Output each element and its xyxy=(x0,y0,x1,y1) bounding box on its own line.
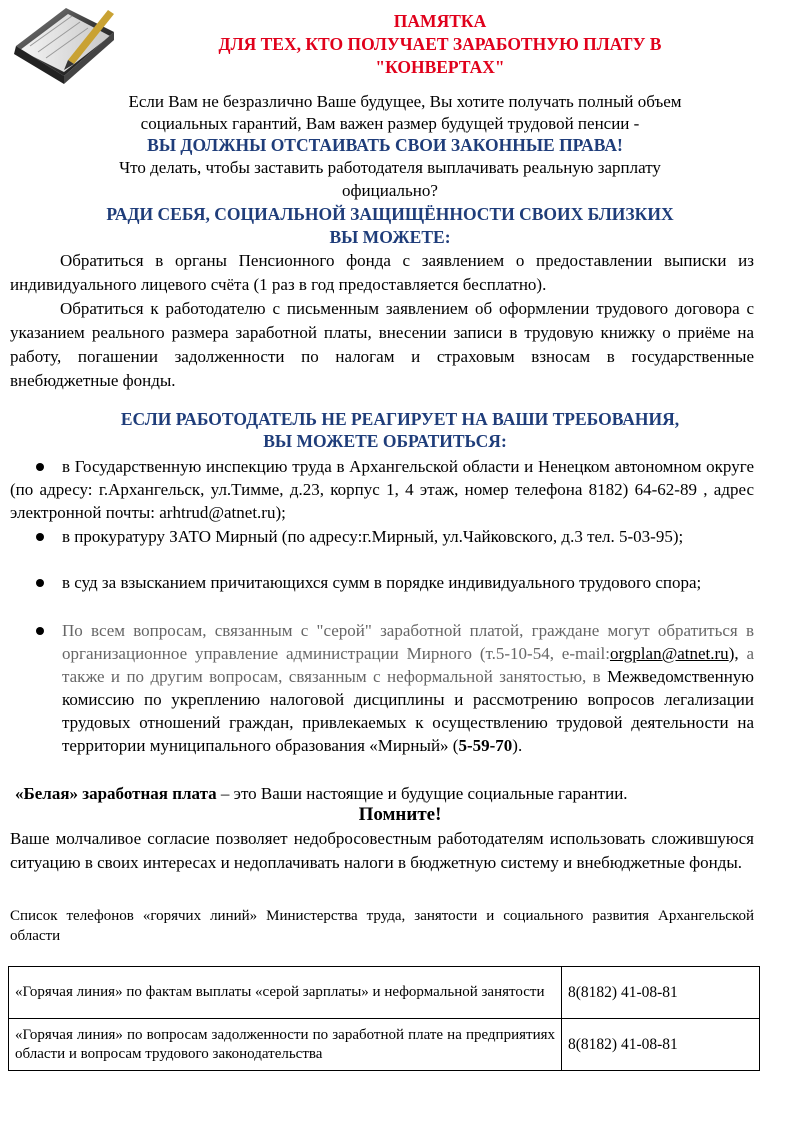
commission-text-gray-2: а также и по другим вопросам, связанным с неформальной занятостью, в xyxy=(62,644,754,686)
hotline-phone: 8(8182) 41-08-81 xyxy=(562,1019,760,1071)
section-heading-1-line-2: ВЫ МОЖЕТЕ: xyxy=(329,227,451,247)
commission-text-gray: По всем вопросам, связанным с "серой" заработной платой, граждане могут обратиться в организационное управление администрации Мирного (т.5-10-54, e-mail: xyxy=(62,621,754,663)
bullet-labor-inspection: в Государственную инспекцию труда в Архангельской области и Ненецком автономном округе (по адресу: г.Архангельск, ул.Тимме, д.23, корпус 1, 4 этаж, номер телефона 8182) 64-62-89 , адрес электронной почты: arhtrud@atnet.ru); xyxy=(10,457,754,522)
bullet-icon xyxy=(36,627,44,635)
bullet-prosecutor: в прокуратуру ЗАТО Мирный (по адресу:г.Мирный, ул.Чайковского, д.3 тел. 5-03-95); xyxy=(62,527,684,546)
question-line-2: официально? xyxy=(342,181,438,200)
intro-line-1: Если Вам не безразлично Ваше будущее, Вы хотите получать полный объем xyxy=(128,92,682,111)
remember-heading: Помните! xyxy=(358,804,442,825)
document-title-line-3: "КОНВЕРТАХ" xyxy=(375,57,505,77)
intro-line-2: социальных гарантий, Вам важен размер будущей трудовой пенсии - xyxy=(140,114,640,133)
hotline-label: «Горячая линия» по вопросам задолженности по заработной плате на предприятиях области и вопросам трудового законодательства xyxy=(9,1019,562,1071)
document-title-line-2: ДЛЯ ТЕХ, КТО ПОЛУЧАЕТ ЗАРАБОТНУЮ ПЛАТУ В xyxy=(218,34,662,54)
section-heading-2-line-2: ВЫ МОЖЕТЕ ОБРАТИТЬСЯ: xyxy=(263,431,507,451)
paragraph-employer xyxy=(10,297,754,393)
table-row xyxy=(9,967,760,1019)
commission-text-close: ), xyxy=(728,644,739,663)
commission-text-end: ). xyxy=(512,736,523,755)
hotline-label: «Горячая линия» по фактам выплаты «серой зарплаты» и неформальной занятости xyxy=(9,967,562,1019)
section-heading-1: РАДИ СЕБЯ, СОЦИАЛЬНОЙ ЗАЩИЩЁННОСТИ СВОИХ БЛИЗКИХ xyxy=(106,204,674,224)
commission-phone: 5-59-70 xyxy=(458,736,513,755)
bullet-court: в суд за взысканием причитающихся сумм в порядке индивидуального трудового спора; xyxy=(62,573,702,592)
paragraph-pension-fund xyxy=(10,249,754,297)
table-row xyxy=(9,1019,760,1071)
white-salary-text: – это Ваши настоящие и будущие социальные гарантии. xyxy=(216,784,628,803)
document-title: ПАМЯТКА xyxy=(393,11,487,31)
hotline-phone: 8(8182) 41-08-81 xyxy=(562,967,760,1019)
white-salary-line xyxy=(15,782,755,805)
question-line-1: Что делать, чтобы заставить работодателя выплачивать реальную зарплату xyxy=(119,158,661,177)
rights-heading: ВЫ ДОЛЖНЫ ОТСТАИВАТЬ СВОИ ЗАКОННЫЕ ПРАВА! xyxy=(147,135,623,155)
hotlines-table xyxy=(8,966,760,1071)
bullet-commission xyxy=(62,619,754,757)
paragraph-employer-text: Обратиться к работодателю с письменным заявлением об оформлении трудового договора с указанием реального размера заработной платы, внесении записи в трудовую книжку о приёме на работу, погашении задолженности по налогам и страховым взносам в государственные внебюджетные фонды. xyxy=(10,299,754,390)
hotlines-caption: Список телефонов «горячих линий» Министерства труда, занятости и социального развития Архангельской области xyxy=(10,908,754,944)
orgplan-email-link[interactable]: orgplan@atnet.ru xyxy=(609,644,729,663)
remember-text: Ваше молчаливое согласие позволяет недобросовестным работодателям использовать сложившуюся ситуацию в своих интересах и недоплачивать налоги в бюджетную систему и внебюджетные фонды. xyxy=(10,829,754,872)
commission-text: Межведомственную комиссию по укреплению налоговой дисциплины и рассмотрению вопросов легализации трудовых отношений граждан, привлекаемых к осуществлению трудовой деятельности на территории муниципального образования «Мирный» ( xyxy=(62,667,754,755)
white-salary-bold: «Белая» заработная плата xyxy=(15,784,217,803)
notebook-pen-icon xyxy=(10,2,120,90)
section-heading-2: ЕСЛИ РАБОТОДАТЕЛЬ НЕ РЕАГИРУЕТ НА ВАШИ ТРЕБОВАНИЯ, xyxy=(120,409,680,429)
paragraph-pension-fund-text: Обратиться в органы Пенсионного фонда с заявлением о предоставлении выписки из индивидуального лицевого счёта (1 раз в год предоставляется бесплатно). xyxy=(10,251,754,294)
